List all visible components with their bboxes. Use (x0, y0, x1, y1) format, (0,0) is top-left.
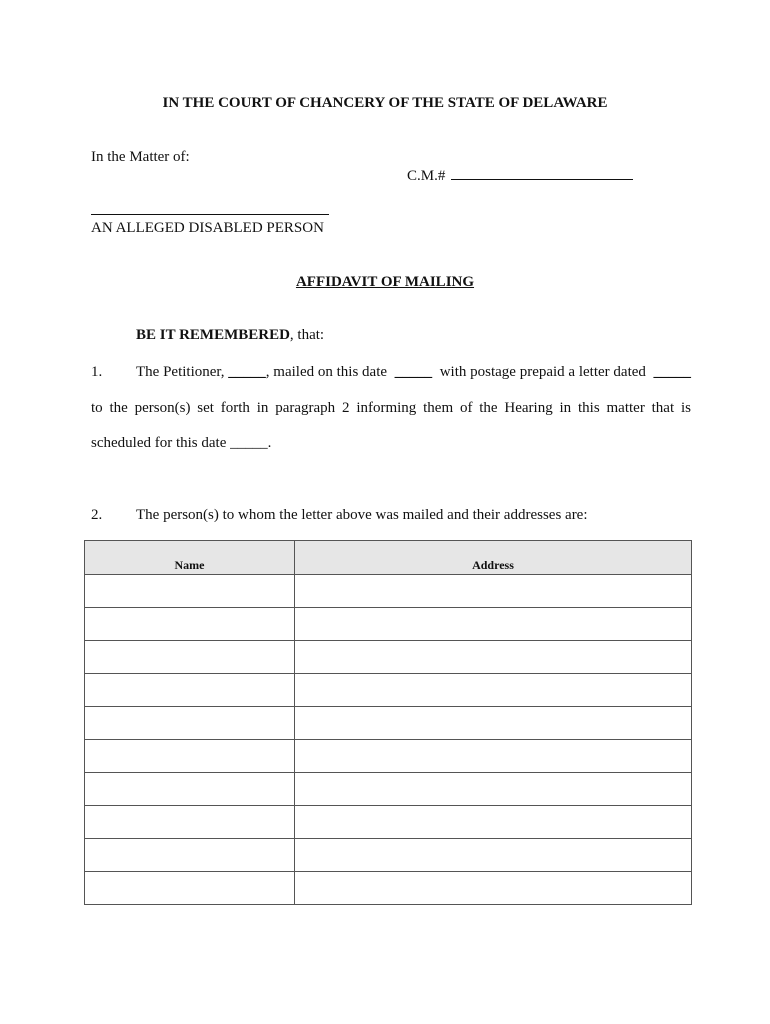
case-number-label: C.M.# (407, 168, 446, 184)
name-cell[interactable] (85, 872, 295, 905)
paragraph-1-number: 1. (91, 364, 103, 380)
person-name-blank-line[interactable] (91, 214, 329, 215)
justified-word: informing (356, 400, 417, 416)
justified-word: matter (606, 400, 645, 416)
name-column-header: Name (85, 541, 295, 575)
table-row (85, 575, 692, 608)
name-cell[interactable] (85, 773, 295, 806)
letter-date-blank[interactable]: _____ (653, 364, 691, 380)
table-body (85, 575, 692, 905)
justified-word: them (423, 400, 454, 416)
paragraph-1-line-3: scheduled for this date _____. (91, 435, 272, 451)
petitioner-blank[interactable]: _____ (228, 364, 266, 380)
paragraph-1-line-2 (91, 399, 691, 417)
justified-word: 2 (342, 400, 350, 416)
address-column-header: Address (295, 541, 692, 575)
address-cell[interactable] (295, 641, 692, 674)
address-cell[interactable] (295, 674, 692, 707)
justified-word: set (197, 400, 214, 416)
table-header-row (85, 541, 692, 575)
justified-word: the (109, 400, 128, 416)
name-cell[interactable] (85, 575, 295, 608)
justified-word: the (479, 400, 498, 416)
name-cell[interactable] (85, 707, 295, 740)
justified-word: this (578, 400, 600, 416)
address-cell[interactable] (295, 575, 692, 608)
petitioner-text: The Petitioner, (136, 364, 225, 380)
name-cell[interactable] (85, 608, 295, 641)
address-cell[interactable] (295, 740, 692, 773)
name-cell[interactable] (85, 806, 295, 839)
postage-text: with postage prepaid a letter dated (439, 364, 646, 380)
justified-word: paragraph (275, 400, 336, 416)
address-cell[interactable] (295, 839, 692, 872)
address-cell[interactable] (295, 806, 692, 839)
justified-word: in (256, 400, 269, 416)
table-row (85, 839, 692, 872)
address-cell[interactable] (295, 608, 692, 641)
table-row (85, 872, 692, 905)
justified-word: of (459, 400, 473, 416)
table-row (85, 773, 692, 806)
justified-word: person(s) (134, 400, 191, 416)
affidavit-title (0, 273, 770, 291)
paragraph-2-number: 2. (91, 507, 103, 523)
court-title: IN THE COURT OF CHANCERY OF THE STATE OF DELAWARE (162, 95, 608, 111)
remembered-line (136, 326, 324, 344)
case-number-blank[interactable] (451, 166, 633, 180)
justified-word: Hearing (504, 400, 553, 416)
alleged-person-label: AN ALLEGED DISABLED PERSON (91, 220, 324, 236)
address-cell[interactable] (295, 707, 692, 740)
justified-word: in (559, 400, 572, 416)
table-row (85, 674, 692, 707)
remembered-bold: BE IT REMEMBERED (136, 327, 290, 343)
remembered-rest: , that: (289, 327, 325, 343)
table-row (85, 806, 692, 839)
table-row (85, 740, 692, 773)
paragraph-1-line-1 (136, 363, 691, 381)
mailed-on-text: , mailed on this date (265, 364, 388, 380)
mailed-date-blank[interactable]: _____ (394, 364, 433, 380)
name-cell[interactable] (85, 674, 295, 707)
table-row (85, 641, 692, 674)
recipients-table (84, 540, 692, 905)
name-cell[interactable] (85, 641, 295, 674)
justified-word: is (680, 400, 691, 416)
matter-label: In the Matter of: (91, 149, 190, 165)
table-row (85, 608, 692, 641)
paragraph-2-text: The person(s) to whom the letter above was mailed and their addresses are: (136, 507, 588, 523)
case-number-line (407, 166, 633, 185)
address-cell[interactable] (295, 872, 692, 905)
table-row (85, 707, 692, 740)
name-cell[interactable] (85, 839, 295, 872)
justified-word: forth (220, 400, 250, 416)
affidavit-title-text: AFFIDAVIT OF MAILING (295, 274, 475, 290)
address-cell[interactable] (295, 773, 692, 806)
name-cell[interactable] (85, 740, 295, 773)
justified-word: that (651, 400, 675, 416)
justified-word: to (91, 400, 103, 416)
